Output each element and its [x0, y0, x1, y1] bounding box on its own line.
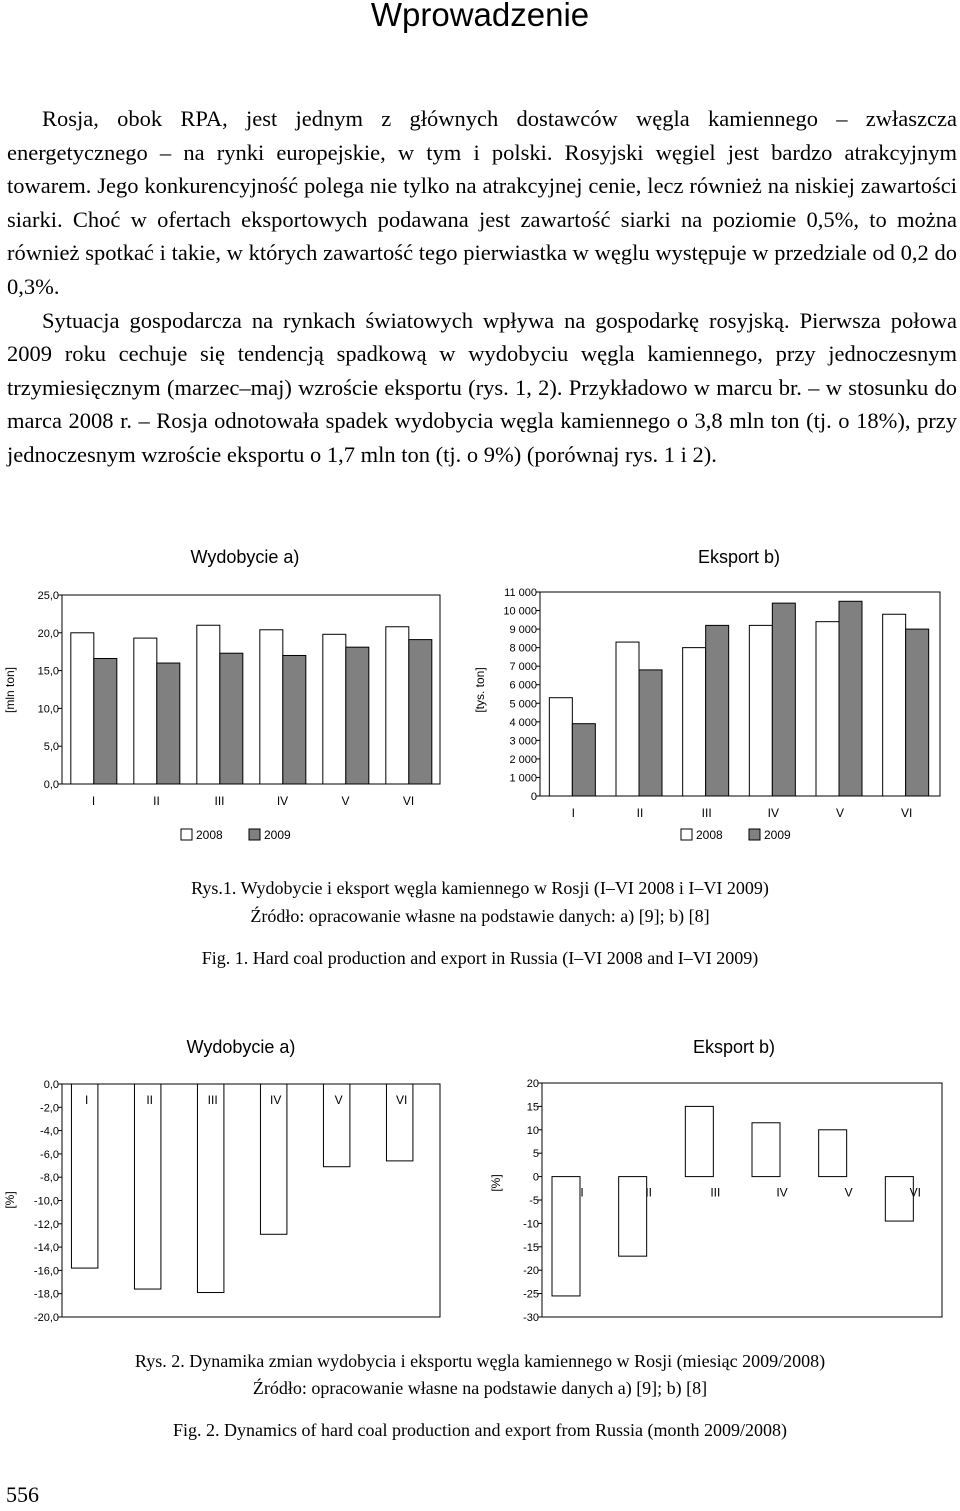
paragraph: Rosja, obok RPA, jest jednym z głównych dostawców węgla kamiennego – zwłaszcza energetycznego – na rynki europejskie, w tym i polski. Rosyjski węgiel jest bardzo atrakcyjnym towarem. Jego konkurencyjność polega nie tylko na atrakcyjnej cenie, lecz również na niskiej zawartości siarki. Choć w ofertach eksportowych podawana jest zawartość siarki na poziomie 0,5%, to można również spotkać i takie, w których zawartość tego pierwiastka w węglu występuje w przedziale od 0,2 do 0,3%. [7, 106, 957, 299]
figure2-caption: Rys. 2. Dynamika zmian wydobycia i eksportu węgla kamiennego w Rosji (miesiąc 2009/2008) [134, 1351, 826, 1371]
y-axis-label: [mln ton] [3, 666, 17, 714]
y-tick-label: -25 [523, 1288, 539, 1301]
plot-area [62, 595, 440, 784]
legend-label: 2008 [196, 828, 223, 842]
x-tick-label: VI [402, 794, 415, 808]
y-tick-label: 10 [526, 1124, 539, 1137]
x-tick-label: I [91, 794, 96, 808]
y-tick-label: 1 000 [509, 772, 537, 785]
legend-swatch-2009 [249, 829, 260, 840]
chart-title: Wydobycie a) [186, 1037, 296, 1057]
y-tick-label: 3 000 [509, 735, 537, 748]
y-tick-label: -5 [529, 1195, 539, 1207]
bar [71, 1084, 97, 1268]
y-tick-label: -30 [523, 1312, 539, 1324]
bar-2008 [816, 622, 839, 796]
x-tick-label: I [85, 1093, 89, 1107]
chart-title: Wydobycie a) [190, 547, 300, 567]
y-tick-label: 5 [532, 1148, 539, 1161]
y-tick-label: 0 [530, 791, 537, 803]
chart-title: Eksport b) [697, 547, 781, 567]
bar-2009 [157, 663, 180, 784]
bar [619, 1177, 647, 1257]
figure2-caption-en: Fig. 2. Dynamics of hard coal production and export from Russia (month 2009/2008) [173, 1420, 787, 1440]
y-tick-label: 25,0 [37, 590, 59, 602]
figure1-caption: Rys.1. Wydobycie i eksport węgla kamiennego w Rosji (I–VI 2008 i I–VI 2009) [191, 878, 769, 898]
bar-2008 [260, 630, 283, 784]
plot-area [62, 1084, 440, 1317]
x-tick-label: III [207, 1093, 218, 1107]
bar [819, 1130, 847, 1177]
y-tick-label: 2 000 [509, 753, 537, 766]
bar-2009 [220, 653, 243, 784]
y-tick-label: 0,0 [43, 779, 59, 791]
production-chart [0, 530, 470, 860]
bar [752, 1123, 780, 1177]
legend-label: 2009 [264, 828, 291, 842]
x-tick-label: VI [900, 806, 913, 820]
bar-2008 [683, 648, 706, 796]
y-axis-label: [tys. ton] [473, 667, 487, 713]
paragraph: Sytuacja gospodarcza na rynkach światowych wpływa na gospodarkę rosyjską. Pierwsza połowa 2009 roku cechuje się tendencją spadkową w wydobyciu węgla kamiennego, przy jednoczesnym trzymiesięcznym (marzec–maj) wzroście eksportu (rys. 1, 2). Przykładowo w marcu br. – w stosunku do marca 2008 r. – Rosja odnotowała spadek wydobycia węgla kamiennego o 3,8 mln ton (tj. o 18%), przy jednoczesnym wzroście eksportu o 1,7 mln ton (tj. o 9%) (porównaj rys. 1 i 2). [7, 307, 957, 467]
bar [134, 1084, 160, 1289]
bar-2008 [616, 642, 639, 796]
x-tick-label: II [146, 1093, 154, 1107]
y-tick-label: -18,0 [33, 1288, 59, 1301]
x-tick-label: IV [270, 1093, 282, 1107]
x-tick-label: I [580, 1185, 584, 1200]
y-tick-label: 10,0 [37, 703, 59, 716]
bar-2008 [134, 638, 157, 784]
export-dynamics-chart [470, 1025, 960, 1335]
bar-2008 [197, 625, 220, 784]
bar-2009 [839, 601, 862, 796]
y-tick-label: 15,0 [37, 665, 59, 678]
bar [197, 1084, 223, 1293]
y-tick-label: -4,0 [40, 1125, 59, 1138]
legend-swatch-2008 [681, 829, 692, 840]
bar-2009 [409, 640, 432, 784]
x-tick-label: V [835, 806, 845, 820]
y-axis-label: [%] [3, 1191, 17, 1209]
plot-area [542, 1083, 942, 1317]
x-tick-label: IV [776, 1185, 788, 1200]
y-tick-label: 0 [532, 1171, 539, 1184]
figure1-caption-en: Fig. 1. Hard coal production and export in Russia (I–VI 2008 and I–VI 2009) [201, 948, 759, 968]
bar-2009 [283, 655, 306, 784]
bar-2009 [346, 647, 369, 784]
y-tick-label: 8 000 [509, 642, 537, 655]
x-tick-label: III [214, 794, 225, 808]
y-tick-label: -20,0 [33, 1312, 59, 1324]
x-tick-label: II [636, 806, 644, 820]
bar-2008 [883, 614, 906, 796]
bar-2008 [749, 625, 772, 796]
bar-2009 [639, 670, 662, 796]
y-tick-label: -12,0 [33, 1218, 59, 1231]
legend-swatch-2009 [749, 829, 760, 840]
y-tick-label: 15 [526, 1101, 539, 1114]
x-tick-label: IV [767, 806, 780, 820]
chart-title: Eksport b) [692, 1037, 776, 1057]
page-number: 556 [6, 1482, 39, 1507]
bar-2008 [549, 698, 572, 796]
x-tick-label: III [701, 806, 712, 820]
body-text [7, 102, 957, 472]
y-tick-label: -20 [523, 1265, 539, 1278]
bar-2008 [323, 634, 346, 784]
export-chart [470, 530, 960, 860]
bar-2009 [572, 724, 595, 796]
bar-2009 [94, 659, 117, 784]
x-tick-label: III [710, 1185, 721, 1200]
x-tick-label: II [153, 794, 160, 808]
bar-2008 [386, 627, 409, 784]
legend-swatch-2008 [181, 829, 192, 840]
x-tick-label: V [334, 1093, 343, 1107]
bar-2009 [772, 603, 795, 796]
x-tick-label: IV [276, 794, 289, 808]
y-tick-label: 10 000 [503, 605, 537, 618]
y-tick-label: -6,0 [40, 1148, 59, 1161]
bar [552, 1177, 580, 1296]
y-tick-label: 6 000 [509, 679, 537, 692]
bar-2009 [906, 629, 929, 796]
figure2-source: Źródło: opracowanie własne na podstawie danych a) [9]; b) [8] [252, 1378, 708, 1398]
y-tick-label: -8,0 [40, 1172, 59, 1185]
y-tick-label: 20 [526, 1078, 539, 1090]
y-tick-label: -10 [523, 1218, 539, 1231]
bar-2009 [706, 625, 729, 796]
y-tick-label: -2,0 [40, 1102, 59, 1115]
y-tick-label: 5 000 [509, 698, 537, 711]
y-tick-label: -15 [523, 1241, 539, 1254]
y-tick-label: 7 000 [509, 661, 537, 674]
x-tick-label: V [341, 794, 350, 808]
y-tick-label: -10,0 [33, 1195, 59, 1208]
x-tick-label: V [844, 1185, 853, 1200]
page-title: Wprowadzenie [370, 0, 590, 33]
bar [685, 1106, 713, 1176]
plot-area [540, 592, 940, 796]
y-tick-label: 20,0 [37, 627, 59, 640]
y-tick-label: 4 000 [509, 716, 537, 729]
production-dynamics-chart [0, 1025, 470, 1335]
y-tick-label: -16,0 [33, 1265, 59, 1278]
y-tick-label: 0,0 [43, 1079, 59, 1091]
y-axis-label: [%] [489, 1174, 503, 1192]
x-tick-label: II [645, 1185, 653, 1200]
y-tick-label: 9 000 [509, 624, 537, 637]
bar-2008 [71, 633, 94, 784]
figure1-source: Źródło: opracowanie własne na podstawie danych: a) [9]; b) [8] [250, 906, 710, 926]
y-tick-label: 5,0 [43, 741, 59, 754]
x-tick-label: VI [396, 1093, 408, 1107]
legend-label: 2008 [696, 828, 723, 842]
legend-label: 2009 [764, 828, 791, 842]
y-tick-label: 11 000 [504, 587, 537, 599]
x-tick-label: VI [909, 1185, 922, 1200]
x-tick-label: I [571, 806, 576, 820]
y-tick-label: -14,0 [33, 1242, 59, 1255]
